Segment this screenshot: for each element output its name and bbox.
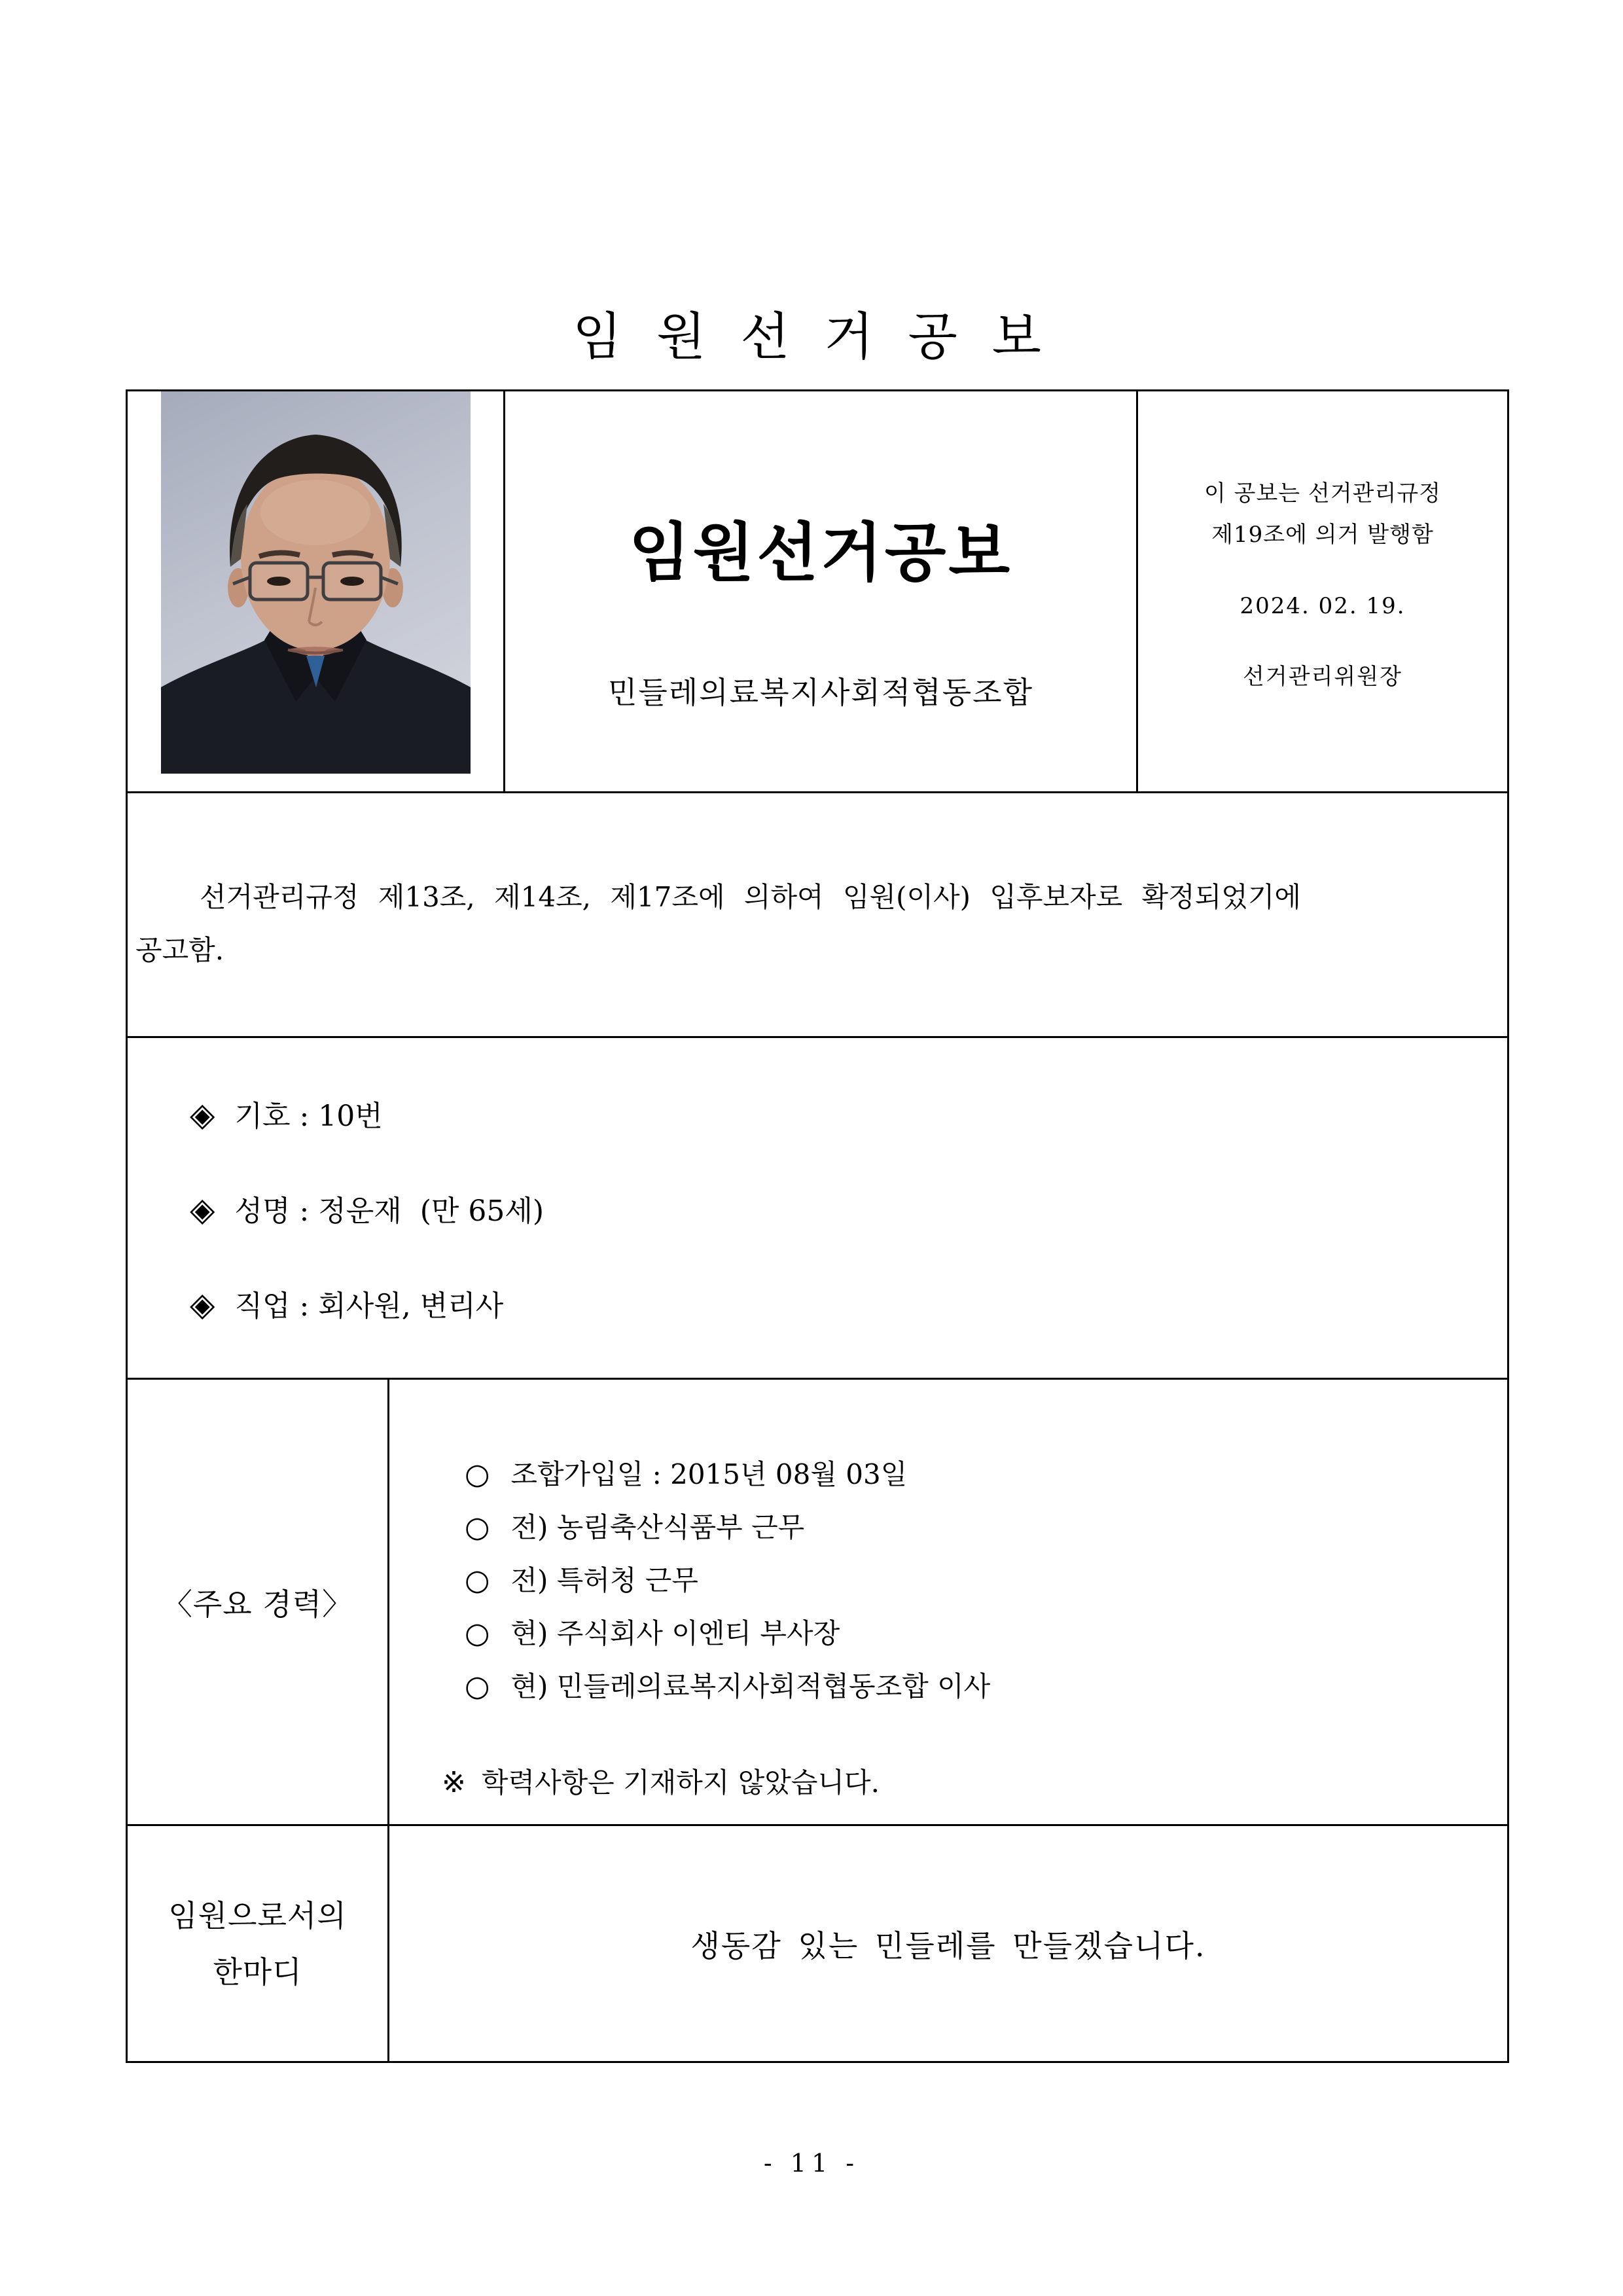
separator: : — [290, 1289, 319, 1323]
candidate-job-line — [190, 1258, 1507, 1353]
page-number: - 11 - — [763, 2149, 860, 2178]
candidate-name-value: 정운재 (만 65세) — [318, 1194, 544, 1228]
circle-bullet-icon: ○ — [465, 1458, 490, 1491]
header-main-title: 임원선거공보 — [628, 515, 1013, 590]
career-label-cell — [127, 1379, 389, 1825]
candidate-photo — [161, 391, 471, 774]
career-item-text: 현) 민들레의료복지사회적협동조합 이사 — [510, 1670, 991, 1702]
career-item-text: 전) 농림축산식품부 근무 — [510, 1511, 805, 1543]
message-label-line2: 한마디 — [213, 1954, 302, 1990]
message-label-cell — [127, 1825, 389, 2062]
circle-bullet-icon: ○ — [465, 1511, 490, 1544]
separator: : — [290, 1100, 319, 1133]
issuance-date: 2024. 02. 19. — [1240, 593, 1406, 619]
diamond-bullet-icon: ◈ — [190, 1191, 215, 1229]
photo-cell — [127, 391, 505, 793]
candidate-job-value: 회사원, 변리사 — [318, 1289, 504, 1323]
notice-cell — [127, 793, 1508, 1037]
candidate-message: 생동감 있는 민들레를 만들겠습니다. — [690, 1928, 1206, 1964]
issuance-note-line1: 이 공보는 선거관리규정 — [1204, 480, 1442, 507]
candidate-info-cell — [127, 1037, 1508, 1379]
diamond-bullet-icon: ◈ — [190, 1285, 215, 1323]
diamond-bullet-icon: ◈ — [190, 1096, 215, 1134]
candidate-job-label: 직업 — [234, 1289, 291, 1323]
notice-text-line1: 선거관리규정 제13조, 제14조, 제17조에 의하여 임원(이사) 입후보자로 확정되었기에 — [200, 881, 1301, 913]
career-item — [465, 1448, 1507, 1501]
career-item — [465, 1607, 1507, 1660]
candidate-number-value: 10번 — [318, 1100, 383, 1133]
career-item-text: 현) 주식회사 이엔티 부사장 — [510, 1617, 840, 1649]
message-row — [127, 1825, 1508, 2062]
candidate-info-row — [127, 1037, 1508, 1379]
circle-bullet-icon: ○ — [465, 1617, 490, 1650]
career-item-text: 조합가입일 : 2015년 08월 03일 — [510, 1458, 908, 1490]
career-item — [465, 1554, 1507, 1607]
education-note — [442, 1756, 1507, 1809]
education-note-text: 학력사항은 기재하지 않았습니다. — [481, 1767, 880, 1799]
career-section-label: 〈주요 경력〉 — [162, 1586, 353, 1622]
issuance-note-line2: 제19조에 의거 발행함 — [1211, 522, 1434, 548]
candidate-number-line — [190, 1068, 1507, 1163]
separator: : — [290, 1194, 319, 1228]
header-title-cell — [505, 391, 1137, 793]
career-item — [465, 1501, 1507, 1554]
reference-mark-icon: ※ — [442, 1766, 466, 1799]
document-title: 임 원 선 거 공 보 — [572, 308, 1051, 367]
issuance-note — [1138, 473, 1507, 556]
message-label-line1: 임원으로서의 — [168, 1897, 347, 1933]
circle-bullet-icon: ○ — [465, 1670, 490, 1703]
message-text-cell — [389, 1825, 1508, 2062]
candidate-name-line — [190, 1163, 1507, 1258]
issuance-cell — [1137, 391, 1508, 793]
career-list-cell — [389, 1379, 1508, 1825]
career-row — [127, 1379, 1508, 1825]
eye-right — [340, 577, 364, 586]
candidate-name-label: 성명 — [234, 1194, 291, 1228]
issuer-title: 선거관리위원장 — [1243, 664, 1402, 690]
eye-left — [267, 577, 291, 586]
career-item — [465, 1660, 1507, 1713]
forehead — [260, 480, 370, 545]
notice-row — [127, 793, 1508, 1037]
organization-name: 민들레의료복지사회적협동조합 — [607, 675, 1034, 710]
circle-bullet-icon: ○ — [465, 1564, 490, 1597]
header-row — [127, 391, 1508, 793]
announcement-table — [126, 389, 1509, 2063]
candidate-number-label: 기호 — [234, 1100, 291, 1133]
notice-text-line2: 공고함. — [135, 934, 224, 966]
career-item-text: 전) 특허청 근무 — [510, 1564, 698, 1596]
